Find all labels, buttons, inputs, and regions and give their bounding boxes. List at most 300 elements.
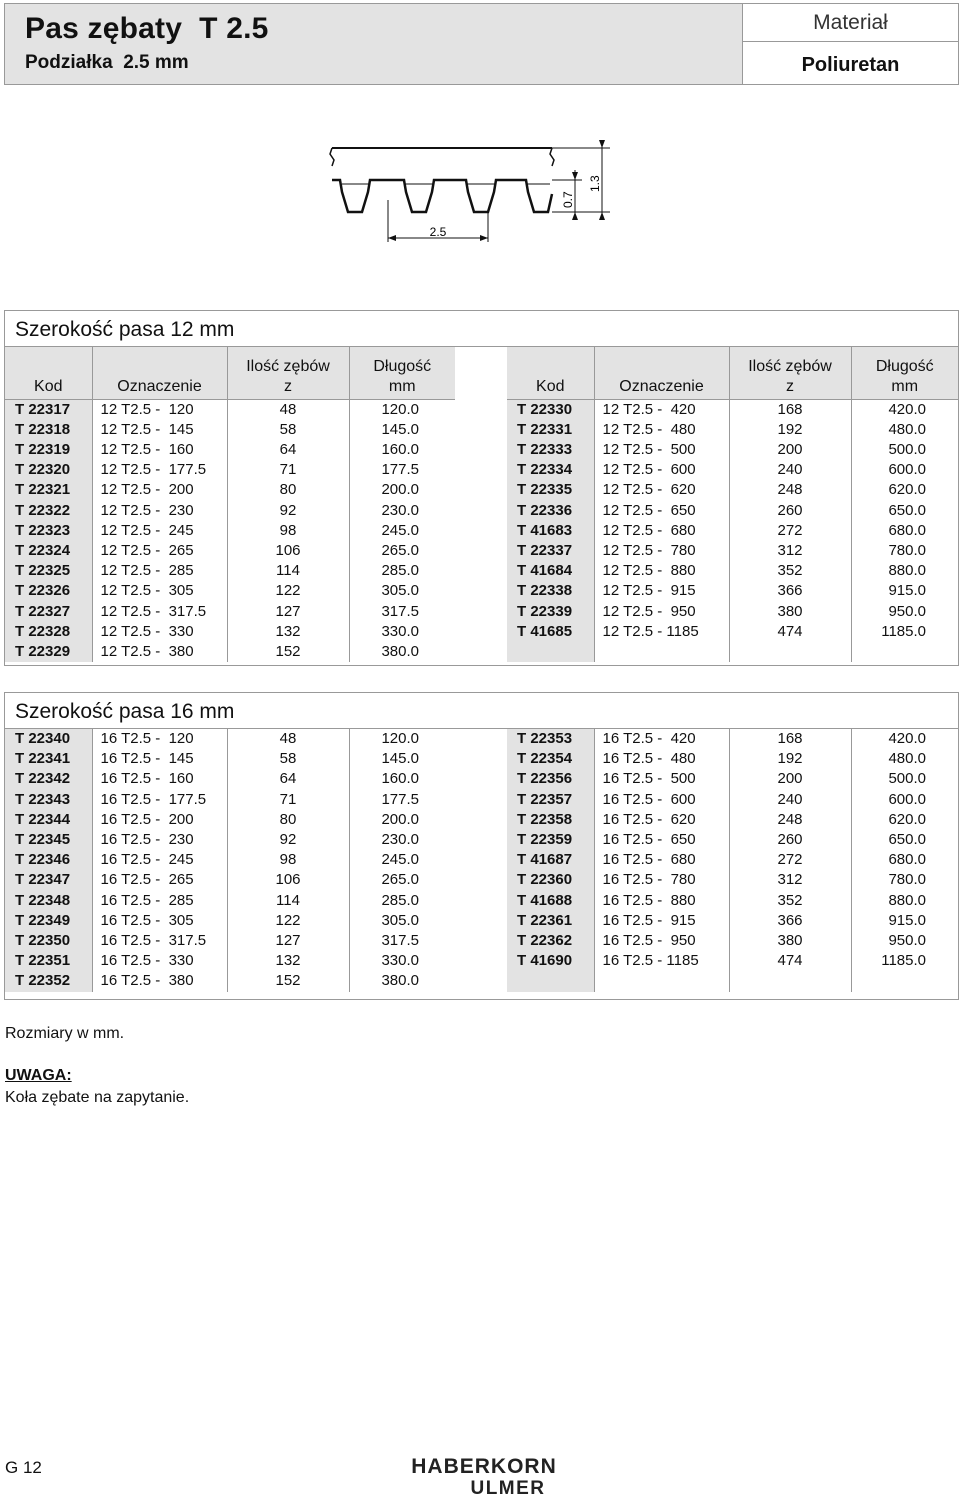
cell-kod: T 22330 [507,399,594,420]
cell-length: 680.0 [888,521,926,539]
cell-length: 780.0 [888,871,926,889]
cell-oznaczenie: 16 T2.5 - 177.5 [92,790,227,810]
cell-kod: T 22327 [5,602,92,622]
cell-length: 160.0 [381,440,419,458]
warning-text: Koła zębate na zapytanie. [5,1089,190,1106]
cell-oznaczenie: 12 T2.5 - 245 [92,521,227,541]
cell-length: 120.0 [381,400,419,418]
table-row [507,729,958,749]
cell-length: 160.0 [381,770,419,788]
cell-length: 500.0 [888,440,926,458]
table-row [5,642,455,662]
cell-kod: T 22321 [5,480,92,500]
belt-height-label: 1.3 [588,175,602,192]
cell-kod: T 22336 [507,501,594,521]
cell-teeth: 260 [729,501,851,521]
cell-teeth: 474 [729,951,851,971]
cell-kod: T 22353 [507,729,594,749]
table-row [507,749,958,769]
table-row [5,420,455,440]
cell-teeth: 64 [227,440,349,460]
header-oznaczenie: Oznaczenie [92,347,227,399]
cell-length: 265.0 [381,871,419,889]
cell-kod: T 41687 [507,850,594,870]
cell-length: 1185.0 [881,622,926,640]
cell-oznaczenie: 16 T2.5 - 160 [92,769,227,789]
section-belt-width-12 [4,310,959,666]
cell-oznaczenie [594,971,729,991]
material-block [743,4,958,84]
cell-kod: T 22337 [507,541,594,561]
header-length: Długość mm [349,347,455,399]
cell-oznaczenie: 16 T2.5 - 317.5 [92,931,227,951]
cell-oznaczenie: 12 T2.5 - 330 [92,622,227,642]
table-row [507,561,958,581]
header-oznaczenie: Oznaczenie [594,347,729,399]
cell-oznaczenie: 12 T2.5 - 1185 [594,622,729,642]
cell-teeth: 240 [729,460,851,480]
table-row [5,501,455,521]
cell-kod: T 41688 [507,891,594,911]
table-row [507,480,958,500]
cell-teeth: 272 [729,850,851,870]
cell-oznaczenie: 12 T2.5 - 600 [594,460,729,480]
belt-profile-drawing [320,140,620,245]
cell-oznaczenie: 12 T2.5 - 780 [594,541,729,561]
cell-length: 145.0 [381,750,419,768]
cell-length: 380.0 [381,642,419,660]
cell-oznaczenie: 12 T2.5 - 160 [92,440,227,460]
cell-kod: T 22335 [507,480,594,500]
cell-kod: T 22338 [507,581,594,601]
page-number: G 12 [5,1458,42,1477]
cell-teeth: 312 [729,541,851,561]
cell-oznaczenie: 16 T2.5 - 420 [594,729,729,749]
table-row [507,850,958,870]
cell-length: 200.0 [381,481,419,499]
notes [5,1023,189,1109]
cell-teeth: 114 [227,561,349,581]
cell-oznaczenie: 12 T2.5 - 680 [594,521,729,541]
table-row [5,622,455,642]
cell-oznaczenie: 16 T2.5 - 330 [92,951,227,971]
cell-length: 950.0 [888,602,926,620]
cell-teeth: 127 [227,931,349,951]
table-12-left [5,347,455,662]
cell-kod: T 22343 [5,790,92,810]
cell-kod: T 22358 [507,810,594,830]
cell-teeth: 152 [227,642,349,662]
table-row [507,830,958,850]
cell-teeth [729,971,851,991]
cell-teeth: 114 [227,891,349,911]
cell-oznaczenie: 12 T2.5 - 620 [594,480,729,500]
cell-length: 680.0 [888,851,926,869]
cell-kod: T 22329 [5,642,92,662]
cell-kod: T 22354 [507,749,594,769]
cell-kod [507,642,594,662]
cell-teeth: 192 [729,749,851,769]
table-row [507,602,958,622]
cell-length: 950.0 [888,932,926,950]
cell-kod: T 22350 [5,931,92,951]
table-row [5,749,455,769]
table-16-right [507,729,958,992]
cell-teeth: 248 [729,810,851,830]
cell-kod: T 22361 [507,911,594,931]
svg-text:HABERKORN: HABERKORN [411,1455,557,1478]
cell-length: 285.0 [381,562,419,580]
cell-kod: T 22326 [5,581,92,601]
section-title-16: Szerokość pasa 16 mm [5,693,958,729]
cell-oznaczenie: 16 T2.5 - 915 [594,911,729,931]
cell-oznaczenie: 16 T2.5 - 145 [92,749,227,769]
cell-kod: T 41684 [507,561,594,581]
cell-kod: T 41690 [507,951,594,971]
table-row [507,769,958,789]
table-row [5,602,455,622]
cell-oznaczenie: 16 T2.5 - 305 [92,911,227,931]
cell-teeth: 152 [227,971,349,991]
cell-length: 1185.0 [881,952,926,970]
cell-teeth: 352 [729,561,851,581]
cell-kod: T 22348 [5,891,92,911]
cell-kod [507,971,594,991]
cell-kod: T 22342 [5,769,92,789]
haberkorn-ulmer-logo [388,1455,580,1497]
table-row [5,971,455,991]
table-row [5,769,455,789]
cell-oznaczenie: 12 T2.5 - 177.5 [92,460,227,480]
cell-oznaczenie: 16 T2.5 - 245 [92,850,227,870]
cell-oznaczenie: 12 T2.5 - 120 [92,399,227,420]
cell-oznaczenie: 16 T2.5 - 1185 [594,951,729,971]
table-row [507,911,958,931]
cell-teeth: 80 [227,480,349,500]
table-12-right-wrapper [507,347,958,662]
cell-kod: T 22318 [5,420,92,440]
cell-teeth: 48 [227,399,349,420]
cell-length: 500.0 [888,770,926,788]
cell-teeth: 352 [729,891,851,911]
table-16-right-wrapper [507,729,958,992]
cell-oznaczenie: 12 T2.5 - 230 [92,501,227,521]
table-row [5,581,455,601]
cell-length: 330.0 [381,622,419,640]
cell-teeth: 474 [729,622,851,642]
cell-teeth: 200 [729,769,851,789]
cell-length: 420.0 [888,730,926,747]
cell-oznaczenie: 12 T2.5 - 915 [594,581,729,601]
cell-teeth: 48 [227,729,349,749]
material-label: Materiał [743,4,958,42]
cell-kod: T 22328 [5,622,92,642]
cell-length: 200.0 [381,810,419,828]
cell-teeth: 168 [729,399,851,420]
cell-length: 285.0 [381,891,419,909]
cell-length: 330.0 [381,952,419,970]
cell-length: 317.5 [381,602,419,620]
cell-kod: T 22349 [5,911,92,931]
cell-teeth: 58 [227,749,349,769]
table-row [5,399,455,420]
cell-oznaczenie: 12 T2.5 - 650 [594,501,729,521]
cell-kod: T 22317 [5,399,92,420]
cell-oznaczenie: 12 T2.5 - 317.5 [92,602,227,622]
header-length: Długość mm [851,347,958,399]
cell-length: 915.0 [888,582,926,600]
cell-length: 620.0 [888,481,926,499]
cell-kod: T 22351 [5,951,92,971]
pitch-dimension-label: 2.5 [429,225,447,239]
table-row [507,622,958,642]
cell-length: 420.0 [888,400,926,418]
cell-oznaczenie: 16 T2.5 - 620 [594,810,729,830]
table-row [5,850,455,870]
cell-oznaczenie: 16 T2.5 - 950 [594,931,729,951]
cell-oznaczenie: 12 T2.5 - 950 [594,602,729,622]
cell-teeth: 248 [729,480,851,500]
table-row [5,521,455,541]
cell-oznaczenie: 12 T2.5 - 500 [594,440,729,460]
cell-teeth: 58 [227,420,349,440]
cell-length: 600.0 [888,461,926,479]
cell-length: 317.5 [381,932,419,950]
page-subtitle: Podziałka 2.5 mm [25,52,189,73]
cell-oznaczenie: 12 T2.5 - 480 [594,420,729,440]
cell-oznaczenie: 12 T2.5 - 200 [92,480,227,500]
table-row [5,931,455,951]
cell-length: 915.0 [888,911,926,929]
table-row [507,931,958,951]
table-row [5,790,455,810]
cell-kod: T 22334 [507,460,594,480]
cell-oznaczenie: 16 T2.5 - 200 [92,810,227,830]
table-row [507,971,958,991]
cell-length: 230.0 [381,831,419,849]
header-teeth: Ilość zębów z [729,347,851,399]
cell-teeth: 312 [729,870,851,890]
page-title: Pas zębaty T 2.5 [25,12,269,45]
table-row [5,870,455,890]
table-header-row [5,347,455,399]
cell-oznaczenie: 12 T2.5 - 285 [92,561,227,581]
cell-kod: T 22359 [507,830,594,850]
table-row [507,870,958,890]
table-12-left-wrapper [5,347,455,662]
table-row [507,440,958,460]
cell-length: 780.0 [888,541,926,559]
cell-kod: T 22344 [5,810,92,830]
cell-kod: T 22319 [5,440,92,460]
header-teeth: Ilość zębów z [227,347,349,399]
cell-teeth: 80 [227,810,349,830]
table-12-right [507,347,958,662]
cell-length: 305.0 [381,582,419,600]
cell-oznaczenie: 16 T2.5 - 600 [594,790,729,810]
table-row [5,911,455,931]
warning-label: UWAGA: [5,1067,72,1084]
header-title-block [5,4,743,84]
cell-teeth: 92 [227,501,349,521]
cell-length: 650.0 [888,501,926,519]
table-row [5,951,455,971]
table-row [507,951,958,971]
cell-length: 600.0 [888,790,926,808]
table-row [5,810,455,830]
dimensions-note: Rozmiary w mm. [5,1025,125,1042]
cell-oznaczenie: 12 T2.5 - 145 [92,420,227,440]
cell-oznaczenie [594,642,729,662]
cell-oznaczenie: 16 T2.5 - 780 [594,870,729,890]
table-row [507,541,958,561]
table-row [507,790,958,810]
table-row [507,810,958,830]
cell-teeth: 366 [729,581,851,601]
cell-length: 265.0 [381,541,419,559]
table-row [507,581,958,601]
cell-kod: T 22360 [507,870,594,890]
cell-oznaczenie: 12 T2.5 - 380 [92,642,227,662]
cell-length: 230.0 [381,501,419,519]
cell-teeth: 71 [227,790,349,810]
cell-teeth: 260 [729,830,851,850]
table-row [507,460,958,480]
cell-teeth: 98 [227,850,349,870]
table-row [5,729,455,749]
cell-oznaczenie: 12 T2.5 - 420 [594,399,729,420]
table-row [5,830,455,850]
cell-kod: T 22340 [5,729,92,749]
cell-length: 305.0 [381,911,419,929]
cell-length: 620.0 [888,810,926,828]
tooth-height-label: 0.7 [561,191,575,208]
table-row [5,480,455,500]
cell-kod: T 22341 [5,749,92,769]
cell-kod: T 22324 [5,541,92,561]
cell-teeth: 98 [227,521,349,541]
header-kod: Kod [507,347,594,399]
cell-length: 480.0 [888,420,926,438]
cell-teeth: 106 [227,541,349,561]
table-header-row [507,347,958,399]
cell-teeth: 122 [227,581,349,601]
table-row [5,541,455,561]
table-row [5,561,455,581]
cell-oznaczenie: 16 T2.5 - 285 [92,891,227,911]
cell-length: 177.5 [381,461,419,479]
cell-kod: T 22356 [507,769,594,789]
cell-teeth: 366 [729,911,851,931]
cell-length: 245.0 [381,521,419,539]
cell-teeth: 71 [227,460,349,480]
cell-teeth: 240 [729,790,851,810]
cell-teeth: 122 [227,911,349,931]
cell-kod: T 22339 [507,602,594,622]
cell-teeth: 132 [227,951,349,971]
cell-length: 120.0 [381,730,419,747]
cell-kod: T 22323 [5,521,92,541]
material-value: Poliuretan [801,54,900,76]
header-kod: Kod [5,347,92,399]
cell-kod: T 22331 [507,420,594,440]
cell-teeth: 192 [729,420,851,440]
cell-teeth: 380 [729,931,851,951]
table-16-left-wrapper [5,729,455,992]
cell-teeth [729,642,851,662]
table-row [507,420,958,440]
cell-length: 380.0 [381,972,419,990]
cell-kod: T 22325 [5,561,92,581]
cell-teeth: 200 [729,440,851,460]
cell-length: 145.0 [381,420,419,438]
cell-kod: T 22352 [5,971,92,991]
cell-kod: T 22322 [5,501,92,521]
cell-teeth: 106 [227,870,349,890]
cell-length [851,642,958,662]
cell-oznaczenie: 16 T2.5 - 230 [92,830,227,850]
table-row [507,501,958,521]
cell-teeth: 272 [729,521,851,541]
svg-text:ULMER: ULMER [470,1478,546,1497]
cell-teeth: 64 [227,769,349,789]
table-row [507,642,958,662]
cell-kod: T 22345 [5,830,92,850]
cell-teeth: 132 [227,622,349,642]
cell-oznaczenie: 16 T2.5 - 500 [594,769,729,789]
cell-kod: T 22320 [5,460,92,480]
cell-teeth: 92 [227,830,349,850]
cell-length: 177.5 [381,790,419,808]
cell-kod: T 22333 [507,440,594,460]
table-row [507,521,958,541]
table-row [5,440,455,460]
table-row [507,891,958,911]
cell-teeth: 380 [729,602,851,622]
cell-length: 245.0 [381,851,419,869]
cell-oznaczenie: 16 T2.5 - 650 [594,830,729,850]
cell-oznaczenie: 16 T2.5 - 680 [594,850,729,870]
table-row [5,460,455,480]
cell-kod: T 41683 [507,521,594,541]
cell-teeth: 168 [729,729,851,749]
tables-row-16 [5,729,958,992]
cell-length [851,971,958,991]
cell-kod: T 41685 [507,622,594,642]
cell-oznaczenie: 16 T2.5 - 880 [594,891,729,911]
table-row [5,891,455,911]
cell-kod: T 22346 [5,850,92,870]
section-belt-width-16 [4,692,959,1000]
cell-length: 480.0 [888,750,926,768]
cell-oznaczenie: 16 T2.5 - 380 [92,971,227,991]
cell-oznaczenie: 16 T2.5 - 120 [92,729,227,749]
cell-oznaczenie: 16 T2.5 - 265 [92,870,227,890]
section-title-12: Szerokość pasa 12 mm [5,311,958,347]
cell-length: 880.0 [888,562,926,580]
cell-oznaczenie: 16 T2.5 - 480 [594,749,729,769]
cell-oznaczenie: 12 T2.5 - 880 [594,561,729,581]
cell-oznaczenie: 12 T2.5 - 265 [92,541,227,561]
cell-kod: T 22362 [507,931,594,951]
table-16-left [5,729,455,992]
cell-kod: T 22357 [507,790,594,810]
cell-teeth: 127 [227,602,349,622]
cell-kod: T 22347 [5,870,92,890]
cell-length: 650.0 [888,831,926,849]
table-row [507,399,958,420]
cell-length: 880.0 [888,891,926,909]
